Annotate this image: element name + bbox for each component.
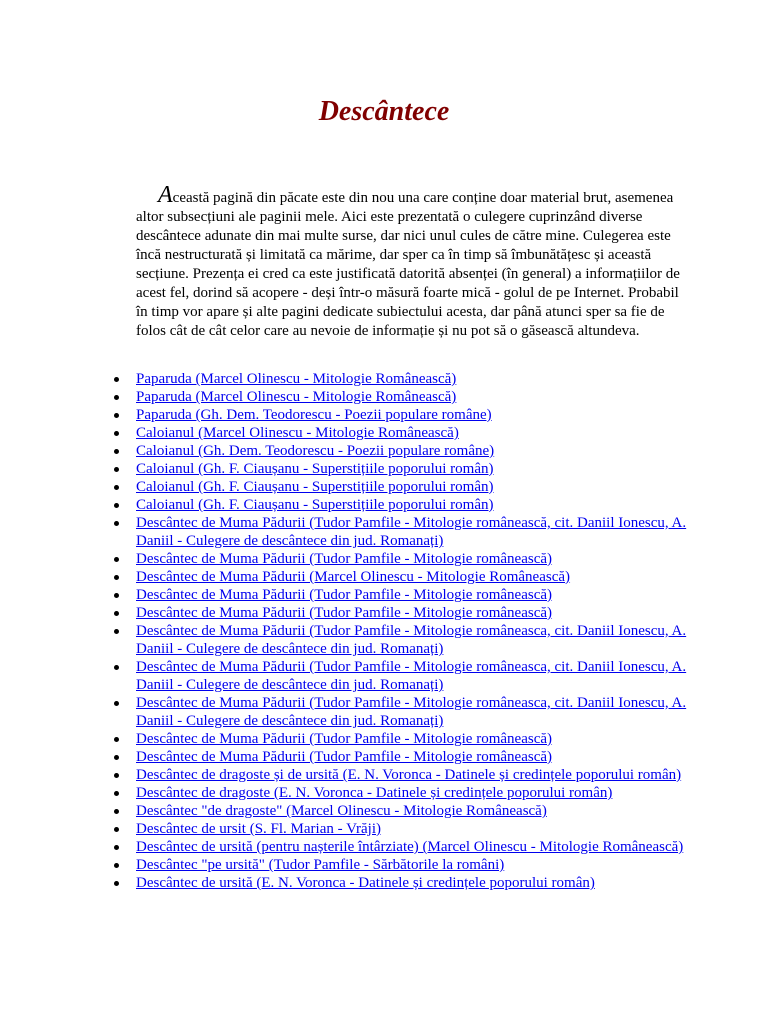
bullet-icon [114, 521, 119, 526]
list-item [136, 568, 696, 586]
list-item [136, 874, 696, 892]
list-item [136, 478, 696, 496]
bullet-icon [114, 485, 119, 490]
descantec-link[interactable]: Descântec de dragoste (E. N. Voronca - Datinele și credințele poporului român) [136, 785, 613, 801]
bullet-icon [114, 503, 119, 508]
descantec-link[interactable]: Descântec de Muma Pădurii (Tudor Pamfile - Mitologie românească) [136, 551, 553, 567]
bullet-icon [114, 791, 119, 796]
descantec-link[interactable]: Descântec de Muma Pădurii (Marcel Olinescu - Mitologie Românească) [136, 569, 571, 585]
list-item [136, 586, 696, 604]
bullet-icon [114, 755, 119, 760]
list-item [136, 856, 696, 874]
list-item [136, 370, 696, 388]
bullet-icon [114, 413, 119, 418]
bullet-icon [114, 395, 119, 400]
descantec-link[interactable]: Paparuda (Gh. Dem. Teodorescu - Poezii populare române) [136, 407, 492, 423]
list-item [136, 766, 696, 784]
descantec-link[interactable]: Descântec de ursită (pentru nașterile întârziate) (Marcel Olinescu - Mitologie Românească) [136, 839, 684, 855]
descantec-link[interactable]: Caloianul (Marcel Olinescu - Mitologie Românească) [136, 425, 459, 441]
descantec-link[interactable]: Descântec de Muma Pădurii (Tudor Pamfile - Mitologie românească) [136, 587, 553, 603]
bullet-icon [114, 737, 119, 742]
descantec-link[interactable]: Descântec de dragoste și de ursită (E. N. Voronca - Datinele și credințele poporului român) [136, 767, 682, 783]
descantec-link[interactable]: Descântec "pe ursită" (Tudor Pamfile - Sărbătorile la români) [136, 857, 505, 873]
page-title: Descântece [318, 96, 450, 127]
list-item [136, 730, 696, 748]
descantec-link[interactable]: Descântec de Muma Pădurii (Tudor Pamfile - Mitologie românească, cit. Daniil Ionescu, A. Daniil - Culegere de descântece din jud. Romanați) [136, 515, 687, 549]
bullet-icon [114, 773, 119, 778]
descantec-link[interactable]: Descântec de Muma Pădurii (Tudor Pamfile - Mitologie româneasca, cit. Daniil Ionescu, A. Daniil - Culegere de descântece din jud. Romanați) [136, 695, 687, 729]
descantec-link[interactable]: Descântec de Muma Pădurii (Tudor Pamfile - Mitologie româneasca, cit. Daniil Ionescu, A. Daniil - Culegere de descântece din jud. Romanați) [136, 623, 687, 657]
list-item [136, 802, 696, 820]
list-item [136, 838, 696, 856]
descantec-link[interactable]: Caloianul (Gh. Dem. Teodorescu - Poezii populare române) [136, 443, 495, 459]
descantec-link[interactable]: Descântec de Muma Pădurii (Tudor Pamfile - Mitologie românească) [136, 749, 553, 765]
descantec-link[interactable]: Descântec de ursită (E. N. Voronca - Datinele și credințele poporului român) [136, 875, 595, 891]
intro-text: ceastă pagină din păcate este din nou una care conține doar material brut, asemenea altor subsecțiuni ale paginii mele. Aici este prezentată o culegere cuprinzând diverse descântece adunate din mai multe surse, dar nici unul cules de către mine. Culegerea este încă nestructurată și limitată ca mărime, dar sper ca în timp să îmbunătățesc și această secțiune. Prezența ei cred ca este justificată datorită absenței (în general) a informațiilor de acest fel, dorind să acopere - deși într-o măsură foarte mică - golul de pe Internet. Probabil în timp vor apare și alte pagini dedicate subiectului acesta, dar până atunci sper sa fie de folos cât de cât celor care au nevoie de informație și nu pot să o găsească altundeva. [136, 190, 680, 339]
list-item [136, 424, 696, 442]
bullet-icon [114, 827, 119, 832]
list-item [136, 442, 696, 460]
descantec-link[interactable]: Descântec de Muma Pădurii (Tudor Pamfile - Mitologie româneasca, cit. Daniil Ionescu, A. Daniil - Culegere de descântece din jud. Romanați) [136, 659, 687, 693]
intro-paragraph [136, 182, 684, 341]
descantec-link[interactable]: Caloianul (Gh. F. Ciaușanu - Superstițiile poporului român) [136, 461, 494, 477]
intro-dropcap: A [158, 182, 173, 208]
bullet-icon [114, 467, 119, 472]
list-item [136, 496, 696, 514]
descantec-link[interactable]: Paparuda (Marcel Olinescu - Mitologie Românească) [136, 389, 457, 405]
descantec-link[interactable]: Descântec de Muma Pădurii (Tudor Pamfile - Mitologie românească) [136, 731, 553, 747]
descantec-link[interactable]: Paparuda (Marcel Olinescu - Mitologie Românească) [136, 371, 457, 387]
list-item [136, 550, 696, 568]
list-item [136, 460, 696, 478]
descantec-link[interactable]: Caloianul (Gh. F. Ciaușanu - Superstițiile poporului român) [136, 479, 494, 495]
bullet-icon [114, 845, 119, 850]
list-item [136, 784, 696, 802]
descantec-link[interactable]: Descântec "de dragoste" (Marcel Olinescu - Mitologie Românească) [136, 803, 547, 819]
descantec-link[interactable]: Caloianul (Gh. F. Ciaușanu - Superstițiile poporului român) [136, 497, 494, 513]
bullet-icon [114, 593, 119, 598]
list-item [136, 694, 696, 730]
list-item [136, 748, 696, 766]
bullet-icon [114, 809, 119, 814]
bullet-icon [114, 575, 119, 580]
bullet-icon [114, 449, 119, 454]
list-item [136, 388, 696, 406]
bullet-icon [114, 557, 119, 562]
list-item [136, 514, 696, 550]
bullet-icon [114, 629, 119, 634]
descantece-link-list [136, 370, 696, 892]
list-item [136, 406, 696, 424]
bullet-icon [114, 701, 119, 706]
bullet-icon [114, 611, 119, 616]
list-item [136, 820, 696, 838]
descantec-link[interactable]: Descântec de Muma Pădurii (Tudor Pamfile - Mitologie românească) [136, 605, 553, 621]
bullet-icon [114, 665, 119, 670]
descantec-link[interactable]: Descântec de ursit (S. Fl. Marian - Vrăji) [136, 821, 382, 837]
bullet-icon [114, 881, 119, 886]
bullet-icon [114, 863, 119, 868]
bullet-icon [114, 431, 119, 436]
list-item [136, 604, 696, 622]
list-item [136, 658, 696, 694]
bullet-icon [114, 377, 119, 382]
list-item [136, 622, 696, 658]
